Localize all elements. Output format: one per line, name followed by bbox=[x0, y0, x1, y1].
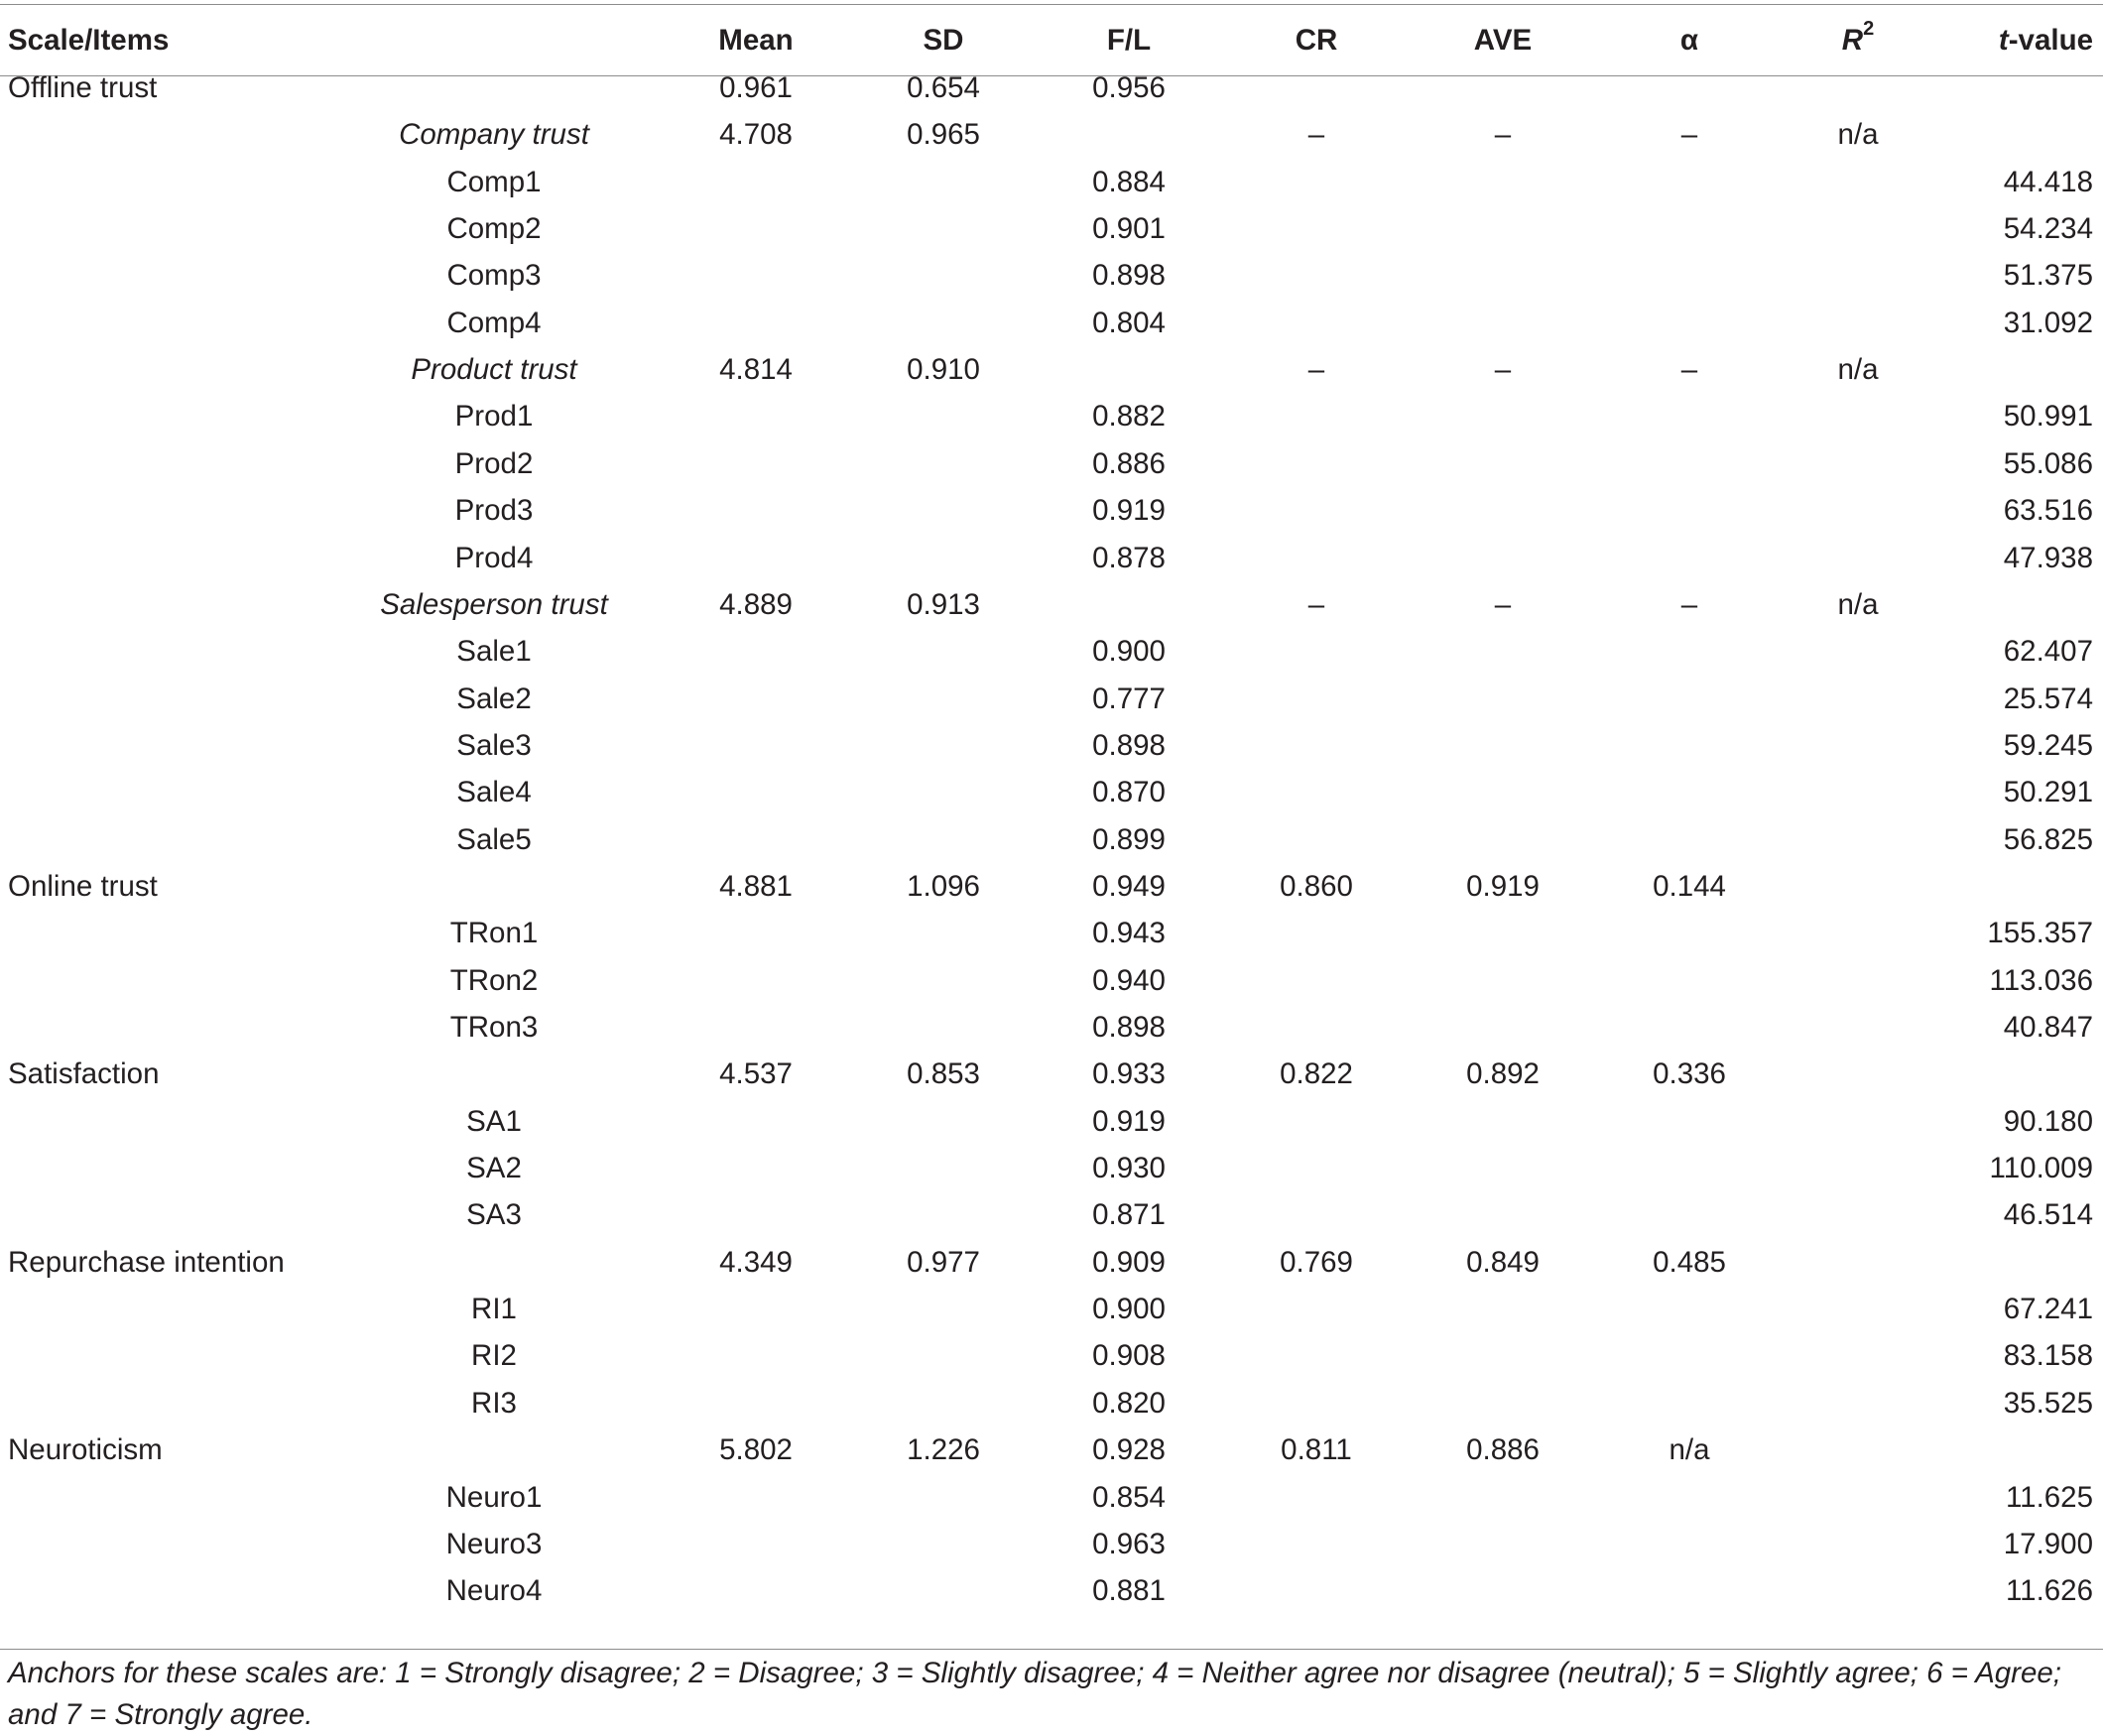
header-scale-items: Scale/Items bbox=[8, 24, 170, 57]
cell-fl: 0.898 bbox=[1092, 1011, 1166, 1044]
cell-mean: 5.802 bbox=[719, 1433, 793, 1467]
cell-cr: 0.822 bbox=[1280, 1057, 1353, 1091]
cell-alpha: – bbox=[1680, 118, 1698, 152]
cell-ave: – bbox=[1494, 353, 1512, 387]
cell-ave: – bbox=[1494, 118, 1512, 152]
cell-fl: 0.901 bbox=[1092, 212, 1166, 246]
cell-t-value: 11.626 bbox=[2005, 1574, 2093, 1608]
cell-cr: 0.811 bbox=[1281, 1433, 1352, 1467]
row-label: Sale3 bbox=[456, 728, 532, 762]
cell-t-value: 35.525 bbox=[2003, 1386, 2093, 1420]
cell-ave: 0.892 bbox=[1466, 1057, 1540, 1091]
cell-t-value: 40.847 bbox=[2003, 1011, 2093, 1044]
cell-fl: 0.899 bbox=[1092, 822, 1166, 856]
cell-ave: 0.849 bbox=[1466, 1245, 1540, 1279]
cell-t-value: 47.938 bbox=[2003, 541, 2093, 574]
row-label: Sale1 bbox=[456, 635, 532, 669]
cell-r-squared: n/a bbox=[1837, 353, 1879, 387]
cell-fl: 0.777 bbox=[1092, 682, 1166, 715]
cell-fl: 0.919 bbox=[1092, 1104, 1166, 1138]
cell-ave: 0.919 bbox=[1466, 869, 1540, 903]
row-label: Comp4 bbox=[446, 306, 542, 339]
header-mean: Mean bbox=[718, 24, 794, 57]
cell-t-value: 56.825 bbox=[2003, 822, 2093, 856]
cell-fl: 0.963 bbox=[1092, 1527, 1166, 1560]
cell-alpha: – bbox=[1680, 353, 1698, 387]
header-fl: F/L bbox=[1106, 24, 1152, 57]
row-label: Neuro4 bbox=[445, 1574, 543, 1608]
cell-t-value: 113.036 bbox=[1989, 963, 2093, 997]
cell-r-squared: n/a bbox=[1837, 587, 1879, 621]
cell-mean: 4.881 bbox=[719, 869, 793, 903]
cell-t-value: 67.241 bbox=[2003, 1293, 2093, 1326]
cell-fl: 0.919 bbox=[1092, 494, 1166, 528]
cell-t-value: 51.375 bbox=[2003, 259, 2093, 293]
cell-fl: 0.900 bbox=[1092, 1293, 1166, 1326]
cell-fl: 0.884 bbox=[1092, 165, 1166, 198]
cell-fl: 0.871 bbox=[1092, 1198, 1166, 1232]
row-label: Sale4 bbox=[456, 776, 532, 809]
cell-alpha: 0.144 bbox=[1653, 869, 1726, 903]
cell-t-value: 54.234 bbox=[2003, 212, 2093, 246]
cell-t-value: 62.407 bbox=[2003, 635, 2093, 669]
cell-fl: 0.943 bbox=[1092, 917, 1166, 950]
cell-fl: 0.898 bbox=[1092, 259, 1166, 293]
cell-alpha: 0.336 bbox=[1653, 1057, 1726, 1091]
cell-sd: 0.965 bbox=[907, 118, 980, 152]
row-label: RI1 bbox=[471, 1293, 517, 1326]
row-label: Neuroticism bbox=[8, 1433, 163, 1467]
cell-cr: 0.860 bbox=[1280, 869, 1353, 903]
cell-sd: 0.910 bbox=[907, 353, 980, 387]
row-label: Prod1 bbox=[454, 400, 534, 434]
row-label: Neuro3 bbox=[445, 1527, 543, 1560]
row-label: Sale2 bbox=[456, 682, 532, 715]
cell-cr: – bbox=[1307, 353, 1325, 387]
cell-t-value: 155.357 bbox=[1987, 917, 2093, 950]
row-label: SA1 bbox=[466, 1104, 522, 1138]
cell-alpha: – bbox=[1680, 587, 1698, 621]
cell-t-value: 50.991 bbox=[2003, 400, 2093, 434]
header-alpha: α bbox=[1679, 24, 1699, 57]
row-label: TRon3 bbox=[449, 1011, 539, 1044]
row-label: Satisfaction bbox=[8, 1057, 160, 1091]
row-label: RI3 bbox=[471, 1386, 517, 1420]
cell-cr: – bbox=[1307, 118, 1325, 152]
cell-mean: 4.537 bbox=[719, 1057, 793, 1091]
cell-fl: 0.956 bbox=[1092, 71, 1166, 104]
cell-fl: 0.886 bbox=[1092, 446, 1166, 480]
cell-mean: 4.814 bbox=[719, 353, 793, 387]
cell-fl: 0.933 bbox=[1092, 1057, 1166, 1091]
cell-sd: 0.977 bbox=[907, 1245, 980, 1279]
cell-t-value: 83.158 bbox=[2003, 1339, 2093, 1373]
cell-fl: 0.804 bbox=[1092, 306, 1166, 339]
row-label: Offline trust bbox=[8, 71, 158, 104]
cell-mean: 4.349 bbox=[719, 1245, 793, 1279]
cell-fl: 0.870 bbox=[1092, 776, 1166, 809]
cell-alpha: 0.485 bbox=[1653, 1245, 1726, 1279]
row-label: TRon1 bbox=[449, 917, 539, 950]
cell-t-value: 90.180 bbox=[2003, 1104, 2093, 1138]
row-label: Comp3 bbox=[446, 259, 542, 293]
cell-t-value: 110.009 bbox=[1989, 1152, 2093, 1185]
row-label: Prod3 bbox=[454, 494, 534, 528]
cell-t-value: 25.574 bbox=[2003, 682, 2093, 715]
cell-mean: 4.889 bbox=[719, 587, 793, 621]
cell-fl: 0.949 bbox=[1092, 869, 1166, 903]
cell-sd: 0.654 bbox=[907, 71, 980, 104]
bottom-rule bbox=[0, 1649, 2103, 1650]
top-rule bbox=[0, 4, 2103, 5]
cell-fl: 0.900 bbox=[1092, 635, 1166, 669]
row-label: Prod4 bbox=[454, 541, 534, 574]
row-label: SA3 bbox=[466, 1198, 522, 1232]
cell-fl: 0.820 bbox=[1092, 1386, 1166, 1420]
cell-t-value: 44.418 bbox=[2003, 165, 2093, 198]
cell-t-value: 55.086 bbox=[2003, 446, 2093, 480]
header-rule bbox=[0, 75, 2103, 76]
cell-fl: 0.898 bbox=[1092, 728, 1166, 762]
row-label: Salesperson trust bbox=[380, 587, 608, 621]
row-label: Sale5 bbox=[456, 822, 532, 856]
cell-ave: 0.886 bbox=[1466, 1433, 1540, 1467]
header-r-letter: R bbox=[1841, 24, 1864, 57]
cell-t-value: 31.092 bbox=[2003, 306, 2093, 339]
cell-fl: 0.928 bbox=[1092, 1433, 1166, 1467]
cell-t-value: 46.514 bbox=[2003, 1198, 2093, 1232]
header-r-squared bbox=[1842, 18, 1874, 63]
cell-sd: 0.853 bbox=[907, 1057, 980, 1091]
row-label: Neuro1 bbox=[445, 1480, 543, 1514]
header-t-letter: t bbox=[1998, 24, 2009, 57]
cell-mean: 4.708 bbox=[719, 118, 793, 152]
cell-sd: 1.226 bbox=[907, 1433, 980, 1467]
cell-ave: – bbox=[1494, 587, 1512, 621]
cell-t-value: 59.245 bbox=[2003, 728, 2093, 762]
cell-cr: 0.769 bbox=[1280, 1245, 1353, 1279]
cell-sd: 1.096 bbox=[907, 869, 980, 903]
header-t-suffix: -value bbox=[2008, 24, 2093, 57]
header-ave: AVE bbox=[1473, 24, 1533, 57]
header-t-value bbox=[1999, 18, 2093, 63]
row-label: Comp2 bbox=[446, 212, 542, 246]
cell-mean: 0.961 bbox=[719, 71, 793, 104]
cell-fl: 0.878 bbox=[1092, 541, 1166, 574]
row-label: Company trust bbox=[399, 118, 589, 152]
cell-fl: 0.930 bbox=[1092, 1152, 1166, 1185]
cell-t-value: 50.291 bbox=[2003, 776, 2093, 809]
cell-fl: 0.909 bbox=[1092, 1245, 1166, 1279]
header-sd: SD bbox=[923, 24, 964, 57]
row-label: SA2 bbox=[466, 1152, 522, 1185]
cell-sd: 0.913 bbox=[907, 587, 980, 621]
row-label: Repurchase intention bbox=[8, 1245, 285, 1279]
cell-fl: 0.908 bbox=[1092, 1339, 1166, 1373]
row-label: Prod2 bbox=[454, 446, 534, 480]
cell-cr: – bbox=[1307, 587, 1325, 621]
row-label: Comp1 bbox=[446, 165, 542, 198]
header-r-superscript: 2 bbox=[1863, 18, 1875, 41]
cell-r-squared: n/a bbox=[1837, 118, 1879, 152]
cell-t-value: 11.625 bbox=[2005, 1480, 2093, 1514]
row-label: Product trust bbox=[411, 353, 577, 387]
row-label: TRon2 bbox=[449, 963, 539, 997]
cell-fl: 0.854 bbox=[1092, 1480, 1166, 1514]
table-footnote: Anchors for these scales are: 1 = Strongly disagree; 2 = Disagree; 3 = Slightly disagree; 4 = Neither agree nor disagree (neutral); 5 = Slightly agree; 6 = Agree; and 7 = Strongly agree. bbox=[8, 1657, 2061, 1731]
cell-t-value: 63.516 bbox=[2003, 494, 2093, 528]
row-label: Online trust bbox=[8, 869, 158, 903]
cell-t-value: 17.900 bbox=[2003, 1527, 2093, 1560]
cell-fl: 0.881 bbox=[1092, 1574, 1166, 1608]
cell-fl: 0.940 bbox=[1092, 963, 1166, 997]
cell-fl: 0.882 bbox=[1092, 400, 1166, 434]
cell-alpha: n/a bbox=[1669, 1433, 1710, 1467]
header-cr: CR bbox=[1295, 24, 1338, 57]
row-label: RI2 bbox=[471, 1339, 517, 1373]
